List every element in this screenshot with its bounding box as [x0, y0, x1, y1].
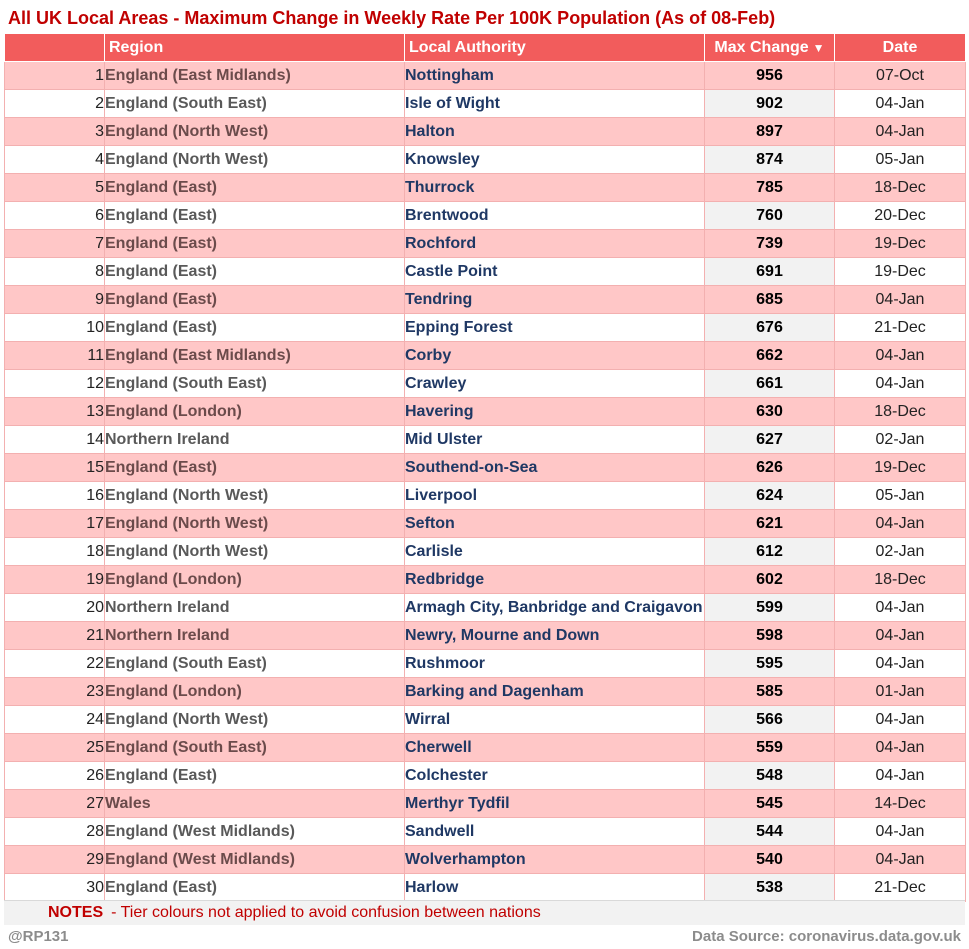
rank-cell: 11: [5, 342, 105, 370]
date-cell: 04-Jan: [835, 118, 966, 146]
max-change-cell: 874: [705, 146, 835, 174]
rank-cell: 7: [5, 230, 105, 258]
date-cell: 04-Jan: [835, 734, 966, 762]
region-cell: England (East): [105, 230, 405, 258]
region-cell: Northern Ireland: [105, 594, 405, 622]
local-authority-cell: Nottingham: [405, 62, 705, 90]
max-change-cell: 538: [705, 874, 835, 902]
date-cell: 04-Jan: [835, 594, 966, 622]
max-change-cell: 599: [705, 594, 835, 622]
rank-cell: 2: [5, 90, 105, 118]
date-cell: 18-Dec: [835, 398, 966, 426]
max-change-cell: 559: [705, 734, 835, 762]
region-cell: England (North West): [105, 706, 405, 734]
local-authority-cell: Isle of Wight: [405, 90, 705, 118]
date-cell: 19-Dec: [835, 258, 966, 286]
column-header-region[interactable]: Region: [105, 34, 405, 62]
region-cell: England (North West): [105, 510, 405, 538]
date-cell: 19-Dec: [835, 230, 966, 258]
rank-cell: 20: [5, 594, 105, 622]
rank-cell: 4: [5, 146, 105, 174]
date-cell: 04-Jan: [835, 90, 966, 118]
table-row: [5, 90, 966, 118]
local-authority-cell: Tendring: [405, 286, 705, 314]
region-cell: England (North West): [105, 538, 405, 566]
notes-text: - Tier colours not applied to avoid confusion between nations: [111, 904, 541, 921]
date-cell: 18-Dec: [835, 566, 966, 594]
table-row: [5, 202, 966, 230]
local-authority-cell: Corby: [405, 342, 705, 370]
rank-cell: 22: [5, 650, 105, 678]
max-change-cell: 785: [705, 174, 835, 202]
region-cell: England (East): [105, 174, 405, 202]
date-cell: 04-Jan: [835, 762, 966, 790]
local-authority-cell: Brentwood: [405, 202, 705, 230]
region-cell: England (London): [105, 566, 405, 594]
table-row: [5, 566, 966, 594]
max-change-cell: 545: [705, 790, 835, 818]
notes-label: NOTES: [48, 904, 104, 921]
table-row: [5, 230, 966, 258]
table-row: [5, 146, 966, 174]
date-cell: 01-Jan: [835, 678, 966, 706]
table-row: [5, 818, 966, 846]
rank-cell: 18: [5, 538, 105, 566]
table-body: [5, 62, 966, 902]
local-authority-cell: Havering: [405, 398, 705, 426]
column-header-rank[interactable]: [5, 34, 105, 62]
max-change-cell: 760: [705, 202, 835, 230]
max-change-cell: 630: [705, 398, 835, 426]
table-row: [5, 258, 966, 286]
region-cell: England (East): [105, 874, 405, 902]
local-authority-cell: Barking and Dagenham: [405, 678, 705, 706]
rank-cell: 29: [5, 846, 105, 874]
local-authority-cell: Cherwell: [405, 734, 705, 762]
region-cell: England (London): [105, 678, 405, 706]
max-change-cell: 902: [705, 90, 835, 118]
local-authority-cell: Knowsley: [405, 146, 705, 174]
rank-cell: 26: [5, 762, 105, 790]
max-change-cell: 624: [705, 482, 835, 510]
table-header-row: [5, 34, 966, 62]
region-cell: England (West Midlands): [105, 818, 405, 846]
max-change-cell: 612: [705, 538, 835, 566]
table-row: [5, 650, 966, 678]
rank-cell: 15: [5, 454, 105, 482]
region-cell: England (South East): [105, 650, 405, 678]
local-authority-cell: Rochford: [405, 230, 705, 258]
table-row: [5, 342, 966, 370]
region-cell: England (East): [105, 202, 405, 230]
date-cell: 04-Jan: [835, 706, 966, 734]
region-cell: Wales: [105, 790, 405, 818]
notes-bar: [4, 900, 965, 925]
page-title: All UK Local Areas - Maximum Change in Weekly Rate Per 100K Population (As of 08-Feb): [8, 8, 776, 28]
table-row: [5, 454, 966, 482]
date-cell: 20-Dec: [835, 202, 966, 230]
max-change-cell: 621: [705, 510, 835, 538]
rank-cell: 6: [5, 202, 105, 230]
column-header-date[interactable]: Date: [835, 34, 966, 62]
rank-cell: 13: [5, 398, 105, 426]
table-row: [5, 846, 966, 874]
max-change-cell: 685: [705, 286, 835, 314]
rank-cell: 12: [5, 370, 105, 398]
local-authority-cell: Redbridge: [405, 566, 705, 594]
local-authority-cell: Halton: [405, 118, 705, 146]
rank-cell: 14: [5, 426, 105, 454]
column-header-max-change[interactable]: [705, 34, 835, 62]
max-change-cell: 691: [705, 258, 835, 286]
local-authority-cell: Carlisle: [405, 538, 705, 566]
local-authority-cell: Merthyr Tydfil: [405, 790, 705, 818]
rank-cell: 25: [5, 734, 105, 762]
table-row: [5, 510, 966, 538]
max-change-cell: 627: [705, 426, 835, 454]
rank-cell: 9: [5, 286, 105, 314]
region-cell: England (East): [105, 762, 405, 790]
max-change-cell: 626: [705, 454, 835, 482]
rank-cell: 3: [5, 118, 105, 146]
local-authority-cell: Wolverhampton: [405, 846, 705, 874]
region-cell: England (East): [105, 454, 405, 482]
table-row: [5, 286, 966, 314]
rank-cell: 16: [5, 482, 105, 510]
max-change-cell: 661: [705, 370, 835, 398]
max-change-cell: 676: [705, 314, 835, 342]
local-authority-cell: Castle Point: [405, 258, 705, 286]
date-cell: 02-Jan: [835, 538, 966, 566]
date-cell: 04-Jan: [835, 510, 966, 538]
table-row: [5, 426, 966, 454]
table-row: [5, 174, 966, 202]
max-change-header-label: Max Change: [714, 38, 809, 56]
date-cell: 05-Jan: [835, 482, 966, 510]
date-cell: 04-Jan: [835, 846, 966, 874]
data-source: Data Source: coronavirus.data.gov.uk: [692, 928, 961, 945]
table-row: [5, 622, 966, 650]
column-header-local-authority[interactable]: Local Authority: [405, 34, 705, 62]
table-row: [5, 398, 966, 426]
date-cell: 04-Jan: [835, 622, 966, 650]
local-authority-cell: Sandwell: [405, 818, 705, 846]
region-cell: England (North West): [105, 118, 405, 146]
max-change-cell: 566: [705, 706, 835, 734]
local-authority-cell: Thurrock: [405, 174, 705, 202]
table-row: [5, 762, 966, 790]
rank-cell: 10: [5, 314, 105, 342]
local-authority-cell: Liverpool: [405, 482, 705, 510]
date-cell: 04-Jan: [835, 342, 966, 370]
author-credit: @RP131: [8, 928, 69, 945]
rank-cell: 30: [5, 874, 105, 902]
max-change-cell: 595: [705, 650, 835, 678]
table-row: [5, 482, 966, 510]
local-authority-cell: Newry, Mourne and Down: [405, 622, 705, 650]
local-authority-cell: Wirral: [405, 706, 705, 734]
region-cell: England (East): [105, 258, 405, 286]
local-authority-cell: Harlow: [405, 874, 705, 902]
max-change-cell: 544: [705, 818, 835, 846]
region-cell: England (London): [105, 398, 405, 426]
region-cell: England (East): [105, 314, 405, 342]
max-change-table: [4, 33, 966, 902]
rank-cell: 8: [5, 258, 105, 286]
local-authority-cell: Southend-on-Sea: [405, 454, 705, 482]
rank-cell: 17: [5, 510, 105, 538]
table-row: [5, 62, 966, 90]
max-change-cell: 540: [705, 846, 835, 874]
max-change-cell: 548: [705, 762, 835, 790]
rank-cell: 23: [5, 678, 105, 706]
date-cell: 05-Jan: [835, 146, 966, 174]
table-row: [5, 706, 966, 734]
max-change-cell: 585: [705, 678, 835, 706]
table-row: [5, 118, 966, 146]
date-cell: 19-Dec: [835, 454, 966, 482]
region-cell: England (East): [105, 286, 405, 314]
local-authority-cell: Epping Forest: [405, 314, 705, 342]
table-row: [5, 678, 966, 706]
date-cell: 04-Jan: [835, 650, 966, 678]
max-change-cell: 897: [705, 118, 835, 146]
rank-cell: 19: [5, 566, 105, 594]
local-authority-cell: Sefton: [405, 510, 705, 538]
table-row: [5, 734, 966, 762]
table-row: [5, 790, 966, 818]
local-authority-cell: Mid Ulster: [405, 426, 705, 454]
rank-cell: 5: [5, 174, 105, 202]
region-cell: Northern Ireland: [105, 426, 405, 454]
region-cell: England (South East): [105, 90, 405, 118]
local-authority-cell: Armagh City, Banbridge and Craigavon: [405, 594, 705, 622]
rank-cell: 27: [5, 790, 105, 818]
max-change-cell: 602: [705, 566, 835, 594]
date-cell: 18-Dec: [835, 174, 966, 202]
table-row: [5, 594, 966, 622]
table-row: [5, 314, 966, 342]
max-change-cell: 598: [705, 622, 835, 650]
region-cell: England (South East): [105, 734, 405, 762]
local-authority-cell: Colchester: [405, 762, 705, 790]
date-cell: 04-Jan: [835, 818, 966, 846]
table-row: [5, 874, 966, 902]
triangle-down-icon[interactable]: ▼: [812, 40, 825, 55]
region-cell: England (North West): [105, 482, 405, 510]
max-change-cell: 956: [705, 62, 835, 90]
max-change-cell: 739: [705, 230, 835, 258]
local-authority-cell: Crawley: [405, 370, 705, 398]
date-cell: 21-Dec: [835, 314, 966, 342]
region-cell: Northern Ireland: [105, 622, 405, 650]
region-cell: England (East Midlands): [105, 342, 405, 370]
rank-cell: 28: [5, 818, 105, 846]
rank-cell: 1: [5, 62, 105, 90]
region-cell: England (North West): [105, 146, 405, 174]
region-cell: England (South East): [105, 370, 405, 398]
rank-cell: 24: [5, 706, 105, 734]
date-cell: 21-Dec: [835, 874, 966, 902]
max-change-cell: 662: [705, 342, 835, 370]
table-row: [5, 538, 966, 566]
date-cell: 02-Jan: [835, 426, 966, 454]
region-cell: England (East Midlands): [105, 62, 405, 90]
local-authority-cell: Rushmoor: [405, 650, 705, 678]
rank-cell: 21: [5, 622, 105, 650]
date-cell: 04-Jan: [835, 286, 966, 314]
date-cell: 04-Jan: [835, 370, 966, 398]
date-cell: 14-Dec: [835, 790, 966, 818]
table-row: [5, 370, 966, 398]
date-cell: 07-Oct: [835, 62, 966, 90]
region-cell: England (West Midlands): [105, 846, 405, 874]
